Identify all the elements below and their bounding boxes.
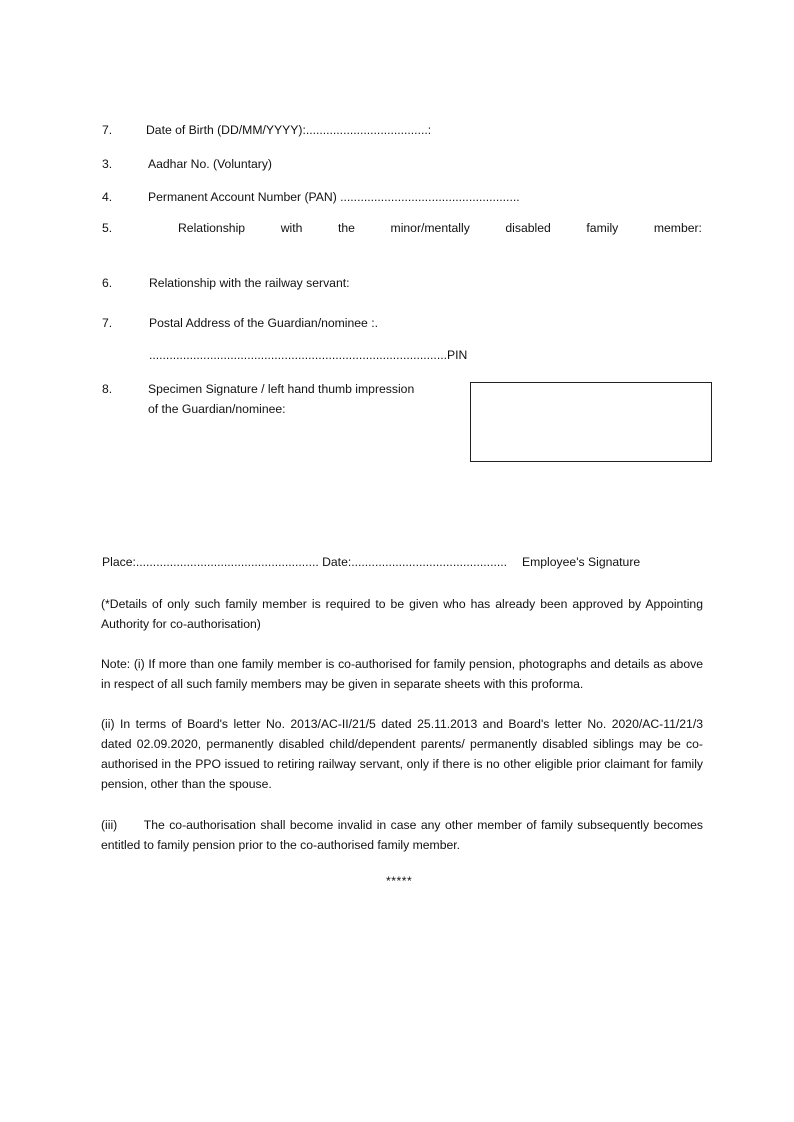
end-mark: ***** [386, 874, 413, 888]
postal-address-label: Postal Address of the Guardian/nominee :. [149, 316, 378, 330]
relationship-disabled-member-field[interactable] [178, 221, 702, 236]
word: the [337, 221, 355, 235]
specimen-signature-label: Specimen Signature / left hand thumb impression [148, 382, 415, 396]
item-number: 3. [102, 157, 113, 171]
specimen-signature-label-line2: of the Guardian/nominee: [148, 402, 286, 416]
word: member: [653, 221, 702, 235]
railway-servant-relationship-field[interactable]: Relationship with the railway servant: [149, 276, 350, 290]
word: disabled [505, 221, 551, 235]
item-number: 7. [102, 316, 113, 330]
aadhar-field[interactable]: Aadhar No. (Voluntary) [148, 157, 272, 171]
word: Relationship [178, 221, 246, 235]
item-number: 6. [102, 276, 113, 290]
signature-box[interactable] [470, 382, 712, 462]
employee-signature-label: Employee's Signature [522, 555, 641, 569]
pan-field[interactable]: Permanent Account Number (PAN) ..................................................... [148, 190, 520, 204]
word: with [280, 221, 303, 235]
note-paragraph-iii: (iii) The co-authorisation shall become invalid in case any other member of family subsequently becomes entitled to family pension prior to the co-authorised family member. [101, 818, 707, 852]
place-date-line[interactable]: Place:...................................................... Date:.............................................. [102, 555, 507, 569]
note-paragraph-i: Note: (i) If more than one family member is co-authorised for family pension, photographs and details as above in respect of all such family members may be given in separate sheets with this proforma. [101, 657, 703, 691]
postal-address-pin-field[interactable]: ........................................................................................PIN [149, 348, 468, 362]
item-number: 7. [102, 123, 113, 137]
note-paragraph-ii: (ii) In terms of Board's letter No. 2013/AC-II/21/5 dated 25.11.2013 and Board's letter No. 2020/AC-11/21/3 dated 02.09.2020, permanently disabled child/dependent parents/ permanently disabled siblings may be co-authorised in the PPO issued to retiring railway servant, only if there is no other eligible prior claimant for family pension, other than the spouse. [101, 717, 703, 791]
item-number: 8. [102, 382, 113, 396]
item-number: 5. [102, 221, 113, 235]
footnote-paragraph: (*Details of only such family member is required to be given who has already been approved by Appointing Authority for co-authorisation) [101, 597, 703, 631]
item-number: 4. [102, 190, 113, 204]
dob-field[interactable]: Date of Birth (DD/MM/YYYY):....................................: [146, 123, 432, 137]
word: family [586, 221, 619, 235]
word: minor/mentally [390, 221, 470, 235]
